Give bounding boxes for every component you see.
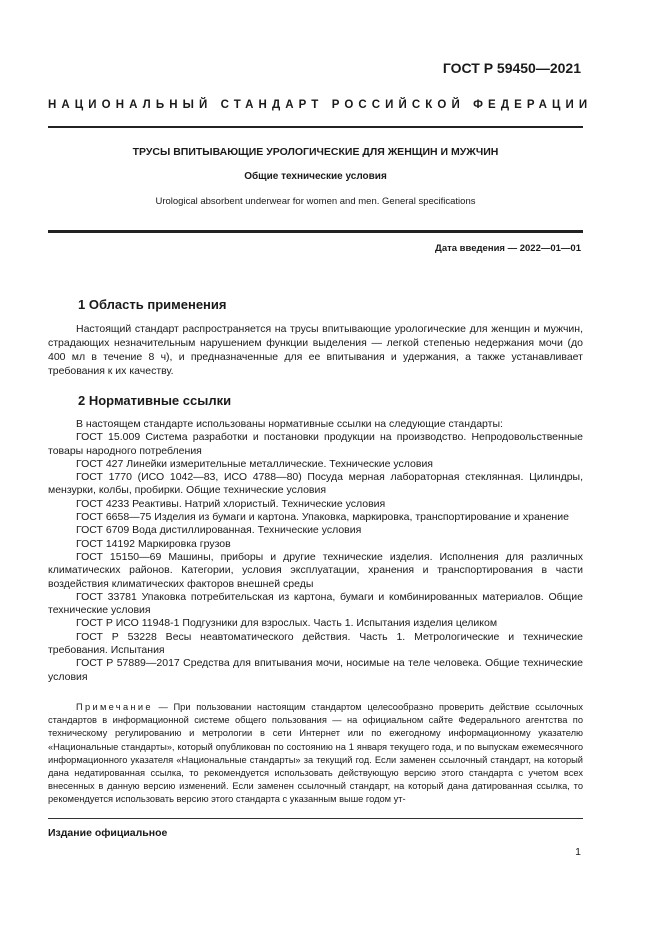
list-item: ГОСТ 33781 Упаковка потребительская из картона, бумаги и комбинированных материалов. Общие технические условия: [48, 590, 583, 617]
list-item: ГОСТ 1770 (ИСО 1042—83, ИСО 4788—80) Посуда мерная лабораторная стеклянная. Цилиндры, мензурки, колбы, пробирки. Общие технические условия: [48, 471, 583, 497]
note-text: — При пользовании настоящим стандартом целесообразно проверить действие ссылочных стандартов в информационной системе общего пользования — на официальном сайте Федерального агентства по техническому регулированию и метрологии в сети Интернет или по ежегодному информационному указателю «Национальные стандарты», который опубликован по состоянию на 1 января текущего года, и по выпускам ежемесячного информационного указателя «Национальные стандарты» за текущий год. Если заменен ссылочный стандарт, на который дана недатированная ссылка, то рекомендуется использовать действующую версию этого стандарта с учетом всех внесенных в данную версию изменений. Если заменен ссылочный стандарт, на который дана датированная ссылка, то рекомендуется использовать версию этого стандарта с указанным выше годом ут-: [48, 702, 583, 805]
intro-date: Дата введения — 2022—01—01: [435, 243, 581, 254]
national-standard-banner: НАЦИОНАЛЬНЫЙ СТАНДАРТ РОССИЙСКОЙ ФЕДЕРАЦИИ: [48, 99, 593, 111]
official-edition-label: Издание официальное: [48, 827, 168, 839]
paragraph: Настоящий стандарт распространяется на трусы впитывающие урологические для женщин и мужчин, страдающих незначительным нарушением функции выделения — легкой степенью недержания мочи (до 400 мл в течение 8 ч), и предназначенные для ее впитывания и удержания, а также устанавливает требования к их качеству.: [48, 323, 583, 377]
document-title: ТРУСЫ ВПИТЫВАЮЩИЕ УРОЛОГИЧЕСКИЕ ДЛЯ ЖЕНЩИН И МУЖЧИН: [132, 146, 499, 158]
english-title: Urological absorbent underwear for women and men. General specifications: [155, 196, 476, 207]
document-subtitle: Общие технические условия: [244, 171, 387, 182]
list-item: ГОСТ Р 53228 Весы неавтоматического действия. Часть 1. Метрологические и технические требования. Испытания: [48, 630, 583, 657]
section-scope-text: [48, 322, 583, 378]
list-item: ГОСТ 15150—69 Машины, приборы и другие технические изделия. Исполнения для различных климатических районов. Категории, условия эксплуатации, хранения и транспортирования в части воздействия климатических факторов внешней среды: [48, 550, 583, 590]
section-heading-scope: 1 Область применения: [78, 297, 227, 312]
section-heading-references: 2 Нормативные ссылки: [78, 393, 232, 408]
list-item: ГОСТ 14192 Маркировка грузов: [76, 537, 231, 550]
list-item: ГОСТ 6709 Вода дистиллированная. Технические условия: [76, 524, 362, 537]
page-number: 1: [575, 846, 581, 858]
list-item: ГОСТ 15.009 Система разработки и постановки продукции на производство. Непродовольственные товары народного потребления: [48, 431, 583, 457]
list-item: ГОСТ 427 Линейки измерительные металлические. Технические условия: [76, 457, 433, 470]
list-item: ГОСТ Р ИСО 11948-1 Подгузники для взрослых. Часть 1. Испытания изделия целиком: [76, 617, 498, 630]
reference-list: [48, 418, 583, 684]
divider: [48, 818, 583, 819]
divider: [48, 230, 583, 233]
list-item: ГОСТ Р 57889—2017 Средства для впитывания мочи, носимые на теле человека. Общие технические условия: [48, 657, 583, 683]
list-item: ГОСТ 6658—75 Изделия из бумаги и картона. Упаковка, маркировка, транспортирование и хранение: [76, 511, 569, 524]
note-label: Примечание: [76, 702, 153, 712]
document-code: ГОСТ Р 59450—2021: [442, 60, 581, 76]
divider: [48, 126, 583, 128]
note-block: [48, 701, 583, 807]
list-item: ГОСТ 4233 Реактивы. Натрий хлористый. Технические условия: [76, 497, 386, 510]
list-item: В настоящем стандарте использованы нормативные ссылки на следующие стандарты:: [76, 418, 503, 430]
